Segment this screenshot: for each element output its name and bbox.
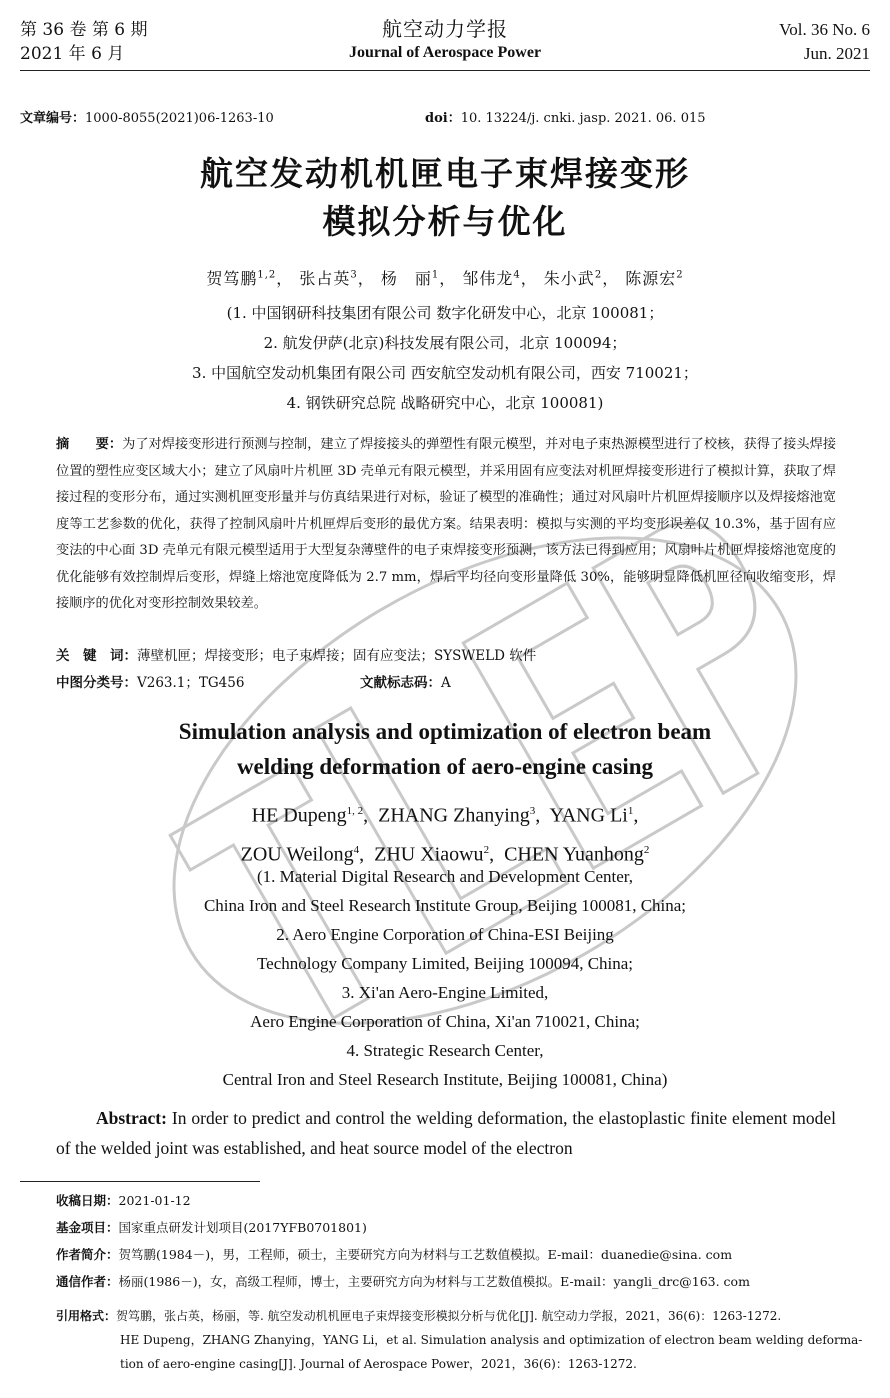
doi-label: doi： — [425, 111, 461, 126]
abstract-cn-label: 摘 要： — [56, 437, 123, 452]
affiliation-en: 2. Aero Engine Corporation of China-ESI Beijing — [276, 925, 614, 944]
corresponding-label: 通信作者： — [56, 1274, 119, 1289]
author-cn: 朱小武 — [543, 269, 595, 288]
received-value: 2021-01-12 — [118, 1193, 191, 1208]
doi — [425, 107, 706, 126]
author-en: ZHU Xiaowu — [374, 843, 484, 866]
affiliation-en: (1. Material Digital Research and Development Center, — [256, 867, 634, 886]
affiliation-en: Central Iron and Steel Research Institute, Beijing 100081, China) — [222, 1070, 668, 1089]
keywords-cn-label: 关 键 词： — [56, 648, 137, 664]
author-en: ZOU Weilong — [240, 843, 354, 866]
affiliation-cn: 2. 航发伊萨(北京)科技发展有限公司，北京 100094； — [263, 334, 627, 352]
journal-name — [0, 16, 890, 64]
affiliation-cn: 4. 钢铁研究总院 战略研究中心，北京 100081) — [286, 394, 604, 412]
received-date — [56, 1187, 871, 1214]
article-number — [20, 107, 274, 126]
title-cn-line1: 航空发动机机匣电子束焊接变形 — [200, 154, 690, 193]
classification-label: 中图分类号： — [56, 675, 137, 691]
affiliation-en: China Iron and Steel Research Institute Group, Beijing 100081, China; — [203, 896, 687, 915]
issue-date: 2021 年 6 月 — [20, 44, 125, 64]
journal-name-cn: 航空动力学报 — [382, 17, 508, 41]
author-en: CHEN Yuanhong — [504, 843, 644, 866]
author-bio-label: 作者简介： — [56, 1247, 119, 1262]
authors-cn: 贺笃鹏$^{1,2}$， 张占英$^3$， 杨 丽$^1$， 邹伟龙$^4$， 朱小武$^2$， 陈源宏$^2$ — [206, 269, 684, 288]
author-en: YANG Li — [549, 804, 628, 827]
authors-en-line2: ZOU Weilong$^4$, ZHU Xiaowu$^2$, CHEN Yuanhong$^2$ — [240, 843, 650, 866]
volume-issue: 第 36 卷 第 6 期 — [20, 20, 148, 40]
classification-number — [56, 671, 244, 691]
author-affil-mark: 4 — [353, 843, 360, 856]
affiliation-cn: (1. 中国钢研科技集团有限公司 数字化研发中心，北京 100081； — [226, 304, 664, 322]
title-cn-line2: 模拟分析与优化 — [322, 202, 568, 241]
author-affil-mark: 3 — [529, 805, 536, 817]
authors-en — [0, 794, 890, 871]
received-label: 收稿日期： — [56, 1193, 119, 1208]
author-cn: 杨 丽 — [380, 269, 432, 288]
citation-line2: HE Dupeng，ZHANG Zhanying，YANG Li，et al. Simulation analysis and optimization of electron beam welding deforma- — [120, 1333, 863, 1347]
citation-line1: 贺笃鹏，张占英，杨丽，等. 航空发动机机匣电子束焊接变形模拟分析与优化[J]. 航空动力学报，2021，36(6)：1263-1272. — [116, 1309, 782, 1323]
footnote-divider — [20, 1181, 260, 1182]
author-en: ZHANG Zhanying — [378, 804, 530, 827]
title-cn — [0, 150, 890, 246]
author-cn: 陈源宏 — [625, 269, 677, 288]
funding-value: 国家重点研发计划项目(2017YFB0701801) — [118, 1220, 367, 1235]
document-code-value: A — [441, 675, 451, 691]
author-affil-mark: 2 — [483, 843, 490, 856]
authors-en-line1: HE Dupeng$^{1, 2}$, ZHANG Zhanying$^3$, YANG Li$^1$, — [251, 804, 639, 827]
author-cn: 张占英 — [299, 269, 351, 288]
document-code-label: 文献标志码： — [360, 675, 441, 691]
volume-issue-en: Vol. 36 No. 6 — [779, 20, 870, 39]
author-affil-mark: 2 — [643, 843, 650, 856]
author-affil-mark: 1 — [431, 269, 440, 281]
affiliation-en: Aero Engine Corporation of China, Xi'an 710021, China; — [250, 1012, 640, 1031]
author-en: HE Dupeng — [251, 804, 347, 827]
title-en-line1: Simulation analysis and optimization of electron beam — [178, 719, 712, 744]
abstract-en-text: In order to predict and control the welding deformation, the elastoplastic finite element model of the welded joint was established, and heat source model of the electron — [56, 1108, 836, 1158]
citation — [56, 1304, 871, 1376]
author-bio-value: 贺笃鹏(1984－)，男，工程师，硕士，主要研究方向为材料与工艺数值模拟。E-mail：duanedie@sina. com — [118, 1247, 733, 1262]
affiliation-en: 3. Xi'an Aero-Engine Limited, — [341, 983, 549, 1002]
corresponding-author — [56, 1268, 871, 1295]
title-en-line2: welding deformation of aero-engine casing — [236, 754, 654, 779]
author-bio — [56, 1241, 871, 1268]
abstract-en — [56, 1103, 836, 1163]
affiliations-en — [0, 862, 890, 1094]
corresponding-value: 杨丽(1986－)，女，高级工程师，博士，主要研究方向为材料与工艺数值模拟。E-mail：yangli_drc@163. com — [118, 1274, 750, 1289]
affiliation-en: Technology Company Limited, Beijing 100094, China; — [256, 954, 634, 973]
author-affil-mark: 1,2 — [257, 269, 277, 281]
abstract-en-label: Abstract: — [96, 1108, 167, 1128]
author-affil-mark: 2 — [676, 269, 684, 281]
citation-line3: tion of aero-engine casing[J]. Journal of Aerospace Power，2021，36(6)：1263-1272. — [120, 1357, 637, 1371]
header-divider — [20, 70, 870, 71]
issue-date-en: Jun. 2021 — [803, 44, 870, 63]
author-affil-mark: 1, 2 — [346, 805, 364, 817]
doi-value: 10. 13224/j. cnki. jasp. 2021. 06. 015 — [460, 111, 706, 126]
author-cn: 贺笃鹏 — [206, 269, 258, 288]
abstract-cn — [56, 432, 836, 618]
journal-volume-info-en — [779, 18, 870, 66]
author-cn: 邹伟龙 — [462, 269, 514, 288]
author-affil-mark: 3 — [350, 269, 358, 281]
article-number-value: 1000-8055(2021)06-1263-10 — [85, 111, 274, 126]
abstract-cn-text: 为了对焊接变形进行预测与控制，建立了焊接接头的弹塑性有限元模型，并对电子束热源模型进行了校核，获得了接头焊接位置的塑性应变区域大小；建立了风扇叶片机匣 3D 壳单元有限元模型，并采用固有应变法对机匣焊接变形进行了模拟计算，获取了焊接过程的变形分布，通过实测机匣变形量并与仿真结果进行对标，验证了模型的准确性；通过对风扇叶片机匣焊接顺序以及焊接熔池宽度等工艺参数的优化，获得了控制风扇叶片机匣焊后变形的最优方案。结果表明：模拟与实测的平均变形误差仅 10.3%，基于固有应变法的中心面 3D 壳单元有限元模型适用于大型复杂薄壁件的电子束焊接变形预测，该方法已得到应用；风扇叶片机匣焊接熔池宽度的优化能够有效控制焊后变形，焊缝上熔池宽度降低为 2.7 mm，焊后平均径向变形量降低 30%，能够明显降低机匣径向收缩变形，焊接顺序的优化对变形控制效果较差。 — [56, 437, 836, 611]
citation-label: 引用格式： — [56, 1309, 117, 1323]
article-number-label: 文章编号： — [20, 111, 86, 126]
author-affil-mark: 4 — [513, 269, 521, 281]
keywords-cn-text: 薄壁机匣；焊接变形；电子束焊接；固有应变法；SYSWELD 软件 — [137, 648, 537, 664]
affiliation-cn: 3. 中国航空发动机集团有限公司 西安航空发动机有限公司，西安 710021； — [192, 364, 698, 382]
affiliation-en: 4. Strategic Research Center, — [346, 1041, 544, 1060]
classification-value: V263.1；TG456 — [137, 675, 245, 691]
document-code — [360, 671, 451, 691]
funding-label: 基金项目： — [56, 1220, 119, 1235]
title-en — [0, 714, 890, 784]
author-affil-mark: 1 — [627, 805, 634, 817]
keywords-cn — [56, 644, 536, 664]
affiliations-cn — [0, 298, 890, 418]
journal-name-en: Journal of Aerospace Power — [348, 44, 542, 61]
author-affil-mark: 2 — [594, 269, 603, 281]
funding — [56, 1214, 871, 1241]
